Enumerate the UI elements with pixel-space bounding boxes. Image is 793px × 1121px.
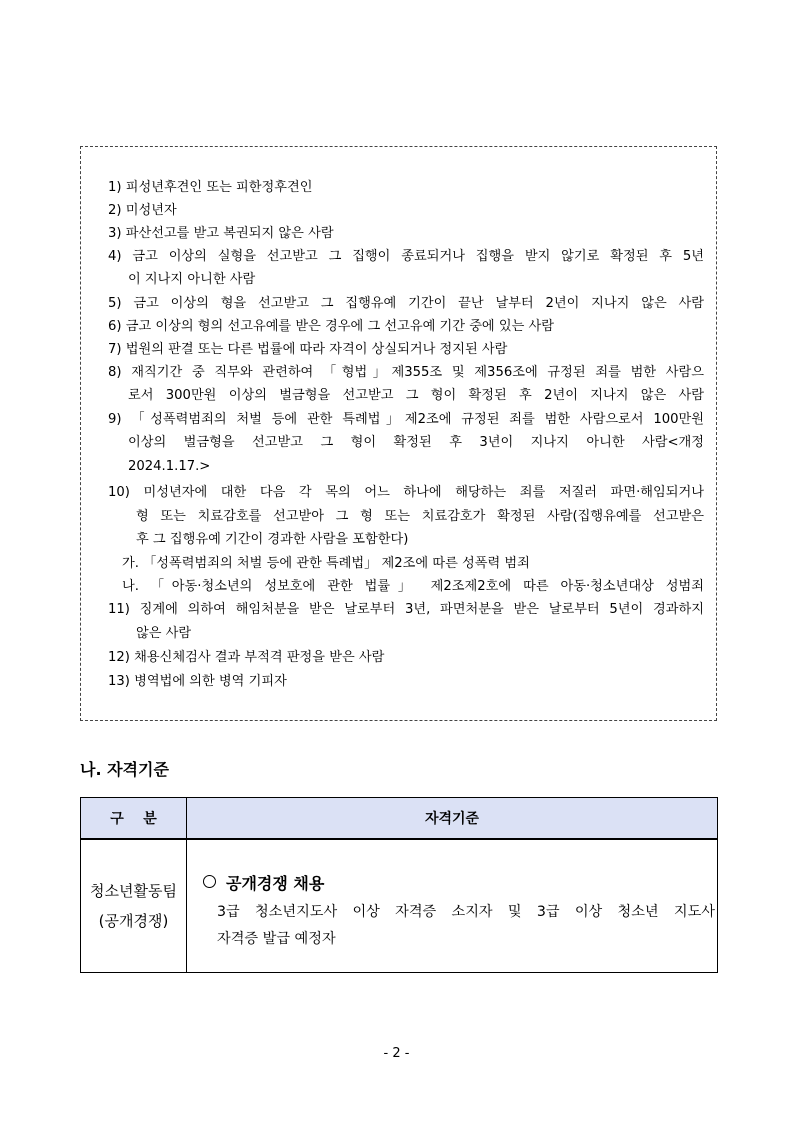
disq-item-10-a: 가. 「성폭력범죄의 처벌 등에 관한 특례법」 제2조에 따른 성폭력 범죄 bbox=[122, 556, 530, 571]
criteria-cell bbox=[187, 839, 718, 973]
header-criteria: 자격기준 bbox=[187, 798, 718, 840]
criteria-subtitle-text: 공개경쟁 채용 bbox=[226, 874, 325, 893]
disq-item-11: 11) 징계에 의하여 해임처분을 받은 날로부터 3년, 파면처분을 받은 날로부터 5년이 경과하지 bbox=[108, 602, 704, 617]
disq-item-9-cont: 이상의 벌금형을 선고받고 그 형이 확정된 후 3년이 지나지 아니한 사람<개정 bbox=[128, 435, 704, 450]
disq-item-12: 12) 채용신체검사 결과 부적격 판정을 받은 사람 bbox=[108, 650, 385, 665]
category-cell bbox=[81, 839, 187, 973]
qualification-table bbox=[80, 797, 718, 973]
disq-item-3: 3) 파산선고를 받고 복권되지 않은 사람 bbox=[108, 226, 334, 241]
disq-item-13: 13) 병역법에 의한 병역 기피자 bbox=[108, 674, 287, 689]
disq-item-10: 10) 미성년자에 대한 다음 각 목의 어느 하나에 해당하는 죄를 저질러 파면·해임되거나 bbox=[108, 485, 704, 500]
disq-item-10-b: 나. 「아동·청소년의 성보호에 관한 법률」 제2조제2호에 따른 아동·청소년대상 성범죄 bbox=[122, 579, 704, 594]
disq-item-4: 4) 금고 이상의 실형을 선고받고 그 집행이 종료되거나 집행을 받지 않기로 확정된 후 5년 bbox=[108, 249, 704, 264]
table-header-row bbox=[81, 798, 718, 840]
table-row bbox=[81, 839, 718, 973]
disq-item-2: 2) 미성년자 bbox=[108, 203, 177, 218]
category-type: (공개경쟁) bbox=[98, 912, 169, 930]
circle-bullet-icon bbox=[203, 875, 216, 888]
page-number: - 2 - bbox=[383, 1046, 410, 1061]
disq-item-5: 5) 금고 이상의 형을 선고받고 그 집행유예 기간이 끝난 날부터 2년이 지나지 않은 사람 bbox=[108, 296, 704, 311]
disq-item-7: 7) 법원의 판결 또는 다른 법률에 따라 자격이 상실되거나 정지된 사람 bbox=[108, 342, 508, 357]
criteria-desc-line1: 3급 청소년지도사 이상 자격증 소지자 및 3급 이상 청소년 지도사 bbox=[217, 904, 715, 920]
disq-item-1: 1) 피성년후견인 또는 피한정후견인 bbox=[108, 180, 313, 195]
disq-item-8: 8) 재직기간 중 직무와 관련하여 「형법」제355조 및 제356조에 규정된 죄를 범한 사람으 bbox=[108, 365, 704, 380]
disq-item-11-cont: 않은 사람 bbox=[136, 626, 192, 641]
section-title: 나. 자격기준 bbox=[80, 760, 169, 779]
disq-item-8-cont: 로서 300만원 이상의 벌금형을 선고받고 그 형이 확정된 후 2년이 지나지 않은 사람 bbox=[128, 388, 704, 403]
disq-item-9: 9) 「성폭력범죄의 처벌 등에 관한 특례법」제2조에 규정된 죄를 범한 사람으로서 100만원 bbox=[108, 412, 704, 427]
category-name: 청소년활동팀 bbox=[90, 882, 177, 900]
disq-item-9-date: 2024.1.17.> bbox=[128, 459, 211, 474]
disq-item-10-cont2: 후 그 집행유예 기간이 경과한 사람을 포함한다) bbox=[136, 532, 409, 547]
header-category: 구 분 bbox=[81, 798, 187, 840]
disq-item-6: 6) 금고 이상의 형의 선고유예를 받은 경우에 그 선고유예 기간 중에 있는 사람 bbox=[108, 319, 555, 334]
criteria-subtitle bbox=[203, 871, 324, 894]
disq-item-10-cont: 형 또는 치료감호를 선고받아 그 형 또는 치료감호가 확정된 사람(집행유예를 선고받은 bbox=[136, 509, 704, 524]
criteria-desc-line2: 자격증 발급 예정자 bbox=[217, 931, 336, 947]
disq-item-4-cont: 이 지나지 아니한 사람 bbox=[128, 272, 256, 287]
